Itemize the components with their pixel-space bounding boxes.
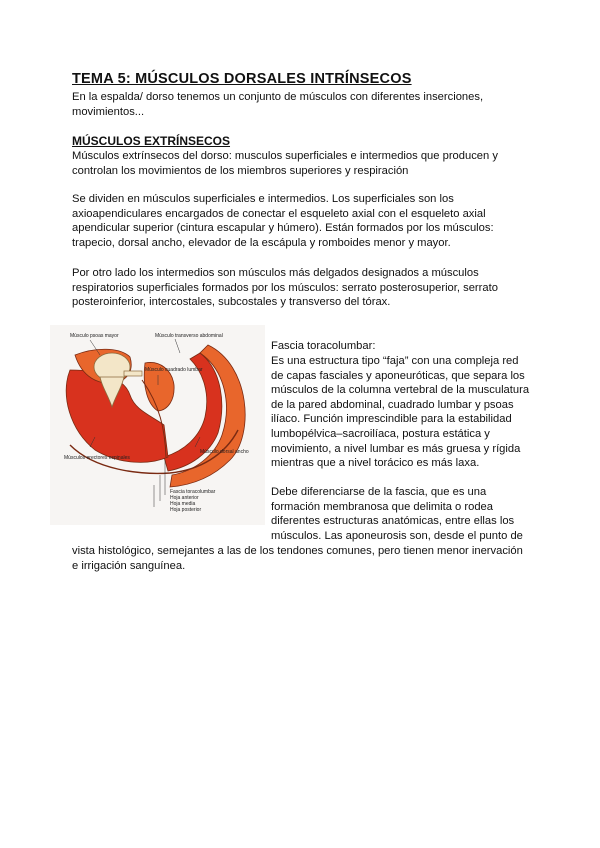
label-hoja-media: Hoja media [170,501,196,507]
transverse-process [124,371,142,376]
fascia-description: Es una estructura tipo “faja” con una compleja red de capas fasciales y aponeuróticas, que separa los músculos de la columna vertebral de la musculatura de la pared abdominal, cuadrado lumbar y psoas ilíaco. Función imprescindible para la estabilidad lumbopélvica–sacroilíaca, postura estática y movimiento, a nivel lumbar es más gruesa y rígida mientras que a nivel torácico es más laxa. [271,355,530,470]
page-title: TEMA 5: MÚSCULOS DORSALES INTRÍNSECOS [72,71,412,87]
closing-paragraph: vista histológico, semejantes a las de los tendones comunes, pero tienen menor inervación e irrigación sanguínea. [72,545,523,572]
label-fascia: Fascia toracolumbar [170,489,216,495]
label-dorsal: Músculo dorsal ancho [200,449,249,455]
label-erectores: Músculos erectores espinales [64,455,130,461]
intro-paragraph: En la espalda/ dorso tenemos un conjunto de músculos con diferentes inserciones, movimientos... [72,91,484,118]
paragraph-intermediate-muscles: Por otro lado los intermedios son músculos más delgados designados a músculos respiratorios superficiales formados por los músculos: serrato posterosuperior, serrato posteroinferior, intercostales, subcostales y transverso del tórax. [72,267,498,309]
paragraph-superficial-muscles: Se dividen en músculos superficiales e intermedios. Los superficiales son los axioapendiculares encargados de conectar el esqueleto axial con el esqueleto axial apendicular superior (cintura escapular y húmero). Están formados por los músculos: trapecio, dorsal ancho, elevador de la escápula y romboides menor y mayor. [72,193,494,249]
fascia-diagram [50,325,265,525]
label-hoja-anterior: Hoja anterior [170,495,199,501]
fascia-heading: Fascia toracolumbar: [271,340,376,352]
label-transverso: Músculo transverso abdominal [155,333,223,339]
fascia-difference: Debe diferenciarse de la fascia, que es una formación membranosa que delimita o rodea diferentes estructuras anatómicas, entre ellas los músculos. Las aponeurosis son, desde el punto de [271,486,523,542]
section-title: MÚSCULOS EXTRÍNSECOS [72,134,231,148]
fascia-diagram-svg [50,325,265,525]
label-cuadrado: Músculo cuadrado lumbar [145,367,203,373]
label-hoja-posterior: Hoja posterior [170,507,202,513]
paragraph-extrinsic-definition: Músculos extrínsecos del dorso: musculos superficiales e intermedios que producen y controlan los movimientos de los miembros superiores y respiración [72,150,498,177]
label-psoas: Músculo psoas mayor [70,333,119,339]
